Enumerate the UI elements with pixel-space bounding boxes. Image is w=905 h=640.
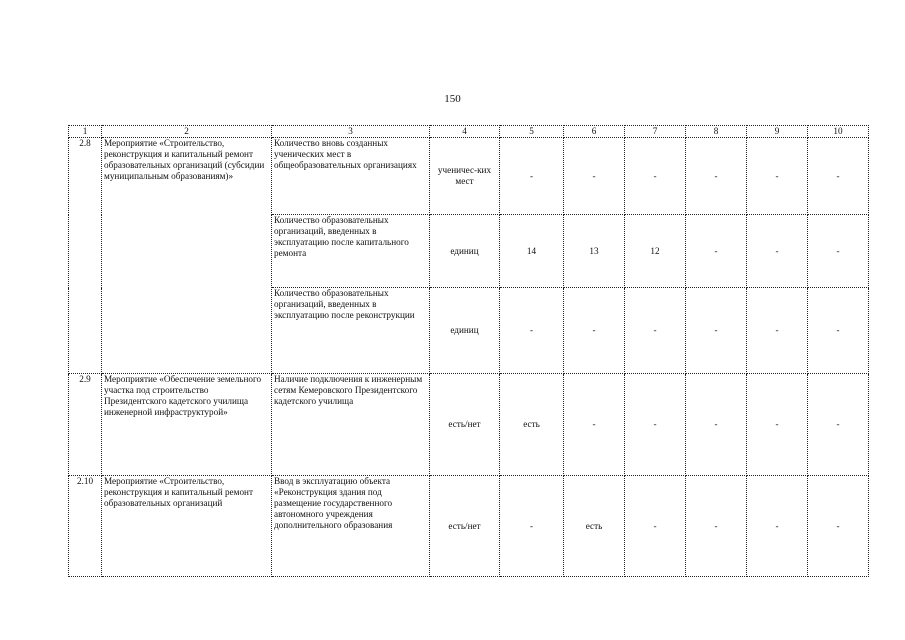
- value-cell: -: [500, 476, 564, 577]
- unit-cell: ученичес-ких мест: [430, 138, 500, 215]
- col-header: 8: [686, 126, 747, 138]
- value-cell: -: [808, 138, 869, 215]
- value-cell: -: [747, 288, 808, 374]
- col-header: 9: [747, 126, 808, 138]
- value-cell: -: [564, 288, 625, 374]
- indicators-table: [68, 125, 869, 577]
- page-number: 150: [444, 93, 461, 105]
- col-header: 2: [102, 126, 272, 138]
- unit-cell: единиц: [430, 215, 500, 288]
- unit-cell: единиц: [430, 288, 500, 374]
- value-cell: -: [686, 476, 747, 577]
- value-cell: есть: [500, 374, 564, 476]
- col-header: 5: [500, 126, 564, 138]
- indicator-cell: Ввод в эксплуатацию объекта «Реконструкция здания под размещение государственного автономного учреждения дополнительного образования: [272, 476, 430, 577]
- value-cell: -: [500, 288, 564, 374]
- value-cell: -: [686, 138, 747, 215]
- col-header: 10: [808, 126, 869, 138]
- value-cell: -: [808, 288, 869, 374]
- value-cell: -: [564, 138, 625, 215]
- value-cell: -: [686, 288, 747, 374]
- row-number: 2.8: [69, 138, 102, 374]
- col-header: 6: [564, 126, 625, 138]
- value-cell: есть: [564, 476, 625, 577]
- value-cell: -: [500, 138, 564, 215]
- value-cell: -: [625, 288, 686, 374]
- value-cell: -: [808, 215, 869, 288]
- value-cell: -: [747, 374, 808, 476]
- col-header: 3: [272, 126, 430, 138]
- value-cell: -: [747, 476, 808, 577]
- row-number: 2.9: [69, 374, 102, 476]
- value-cell: 14: [500, 215, 564, 288]
- value-cell: -: [686, 215, 747, 288]
- value-cell: -: [747, 138, 808, 215]
- indicator-cell: Наличие подключения к инженерным сетям Кемеровского Президентского кадетского училища: [272, 374, 430, 476]
- value-cell: -: [808, 476, 869, 577]
- value-cell: -: [625, 374, 686, 476]
- event-cell: Мероприятие «Обеспечение земельного участка под строительство Президентского кадетского училища инженерной инфраструктурой»: [102, 374, 272, 476]
- value-cell: -: [625, 476, 686, 577]
- indicator-cell: Количество образовательных организаций, введенных в эксплуатацию после капитального ремонта: [272, 215, 430, 288]
- col-header: 7: [625, 126, 686, 138]
- col-header: 1: [69, 126, 102, 138]
- header-row: [69, 126, 869, 138]
- unit-cell: есть/нет: [430, 374, 500, 476]
- event-cell: Мероприятие «Строительство, реконструкция и капитальный ремонт образовательных организаций: [102, 476, 272, 577]
- value-cell: -: [625, 138, 686, 215]
- value-cell: 12: [625, 215, 686, 288]
- unit-cell: есть/нет: [430, 476, 500, 577]
- row-number: 2.10: [69, 476, 102, 577]
- value-cell: 13: [564, 215, 625, 288]
- table-row: [69, 476, 869, 577]
- value-cell: -: [747, 215, 808, 288]
- value-cell: -: [808, 374, 869, 476]
- col-header: 4: [430, 126, 500, 138]
- indicator-cell: Количество образовательных организаций, введенных в эксплуатацию после реконструкции: [272, 288, 430, 374]
- value-cell: -: [686, 374, 747, 476]
- indicator-cell: Количество вновь созданных ученических мест в общеобразовательных организациях: [272, 138, 430, 215]
- event-cell: Мероприятие «Строительство, реконструкция и капитальный ремонт образовательных организаций (субсидии муниципальным образованиям)»: [102, 138, 272, 374]
- value-cell: -: [564, 374, 625, 476]
- table-row: [69, 138, 869, 215]
- table-row: [69, 374, 869, 476]
